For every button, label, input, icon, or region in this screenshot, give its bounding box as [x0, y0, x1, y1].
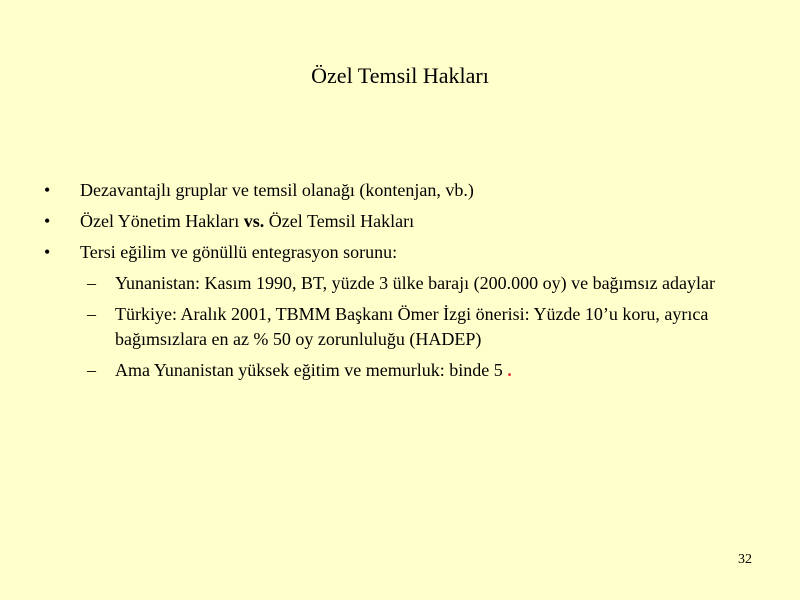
- page-number: 32: [738, 552, 752, 567]
- bullet-item: [44, 240, 764, 264]
- sub-bullet-item: [87, 358, 764, 383]
- bullet-text-bold: vs.: [243, 211, 265, 231]
- slide-title: Özel Temsil Hakları: [311, 63, 489, 88]
- sub-bullet-text: Türkiye: Aralık 2001, TBMM Başkanı Ömer İzgi önerisi: Yüzde 10’u koru, ayrıca bağımsızlara en az % 50 oy zorunluluğu (HADEP): [115, 304, 709, 349]
- bullet-item: [44, 209, 764, 233]
- bullet-item: [44, 178, 764, 202]
- sub-bullet-item: [87, 302, 764, 352]
- red-dot: .: [507, 360, 512, 380]
- dash-icon: –: [87, 273, 96, 293]
- bullet-icon: •: [44, 211, 51, 231]
- bullet-text: Tersi eğilim ve gönüllü entegrasyon sorunu:: [80, 242, 398, 262]
- sub-bullet-text: Yunanistan: Kasım 1990, BT, yüzde 3 ülke barajı (200.000 oy) ve bağımsız adaylar: [115, 273, 716, 293]
- sub-bullet-item: [87, 271, 764, 296]
- dash-icon: –: [87, 304, 96, 324]
- bullet-text: Dezavantajlı gruplar ve temsil olanağı (kontenjan, vb.): [80, 180, 474, 200]
- dash-icon: –: [87, 360, 96, 380]
- bullet-text-part: Özel Temsil Hakları: [264, 211, 415, 231]
- slide-content: [44, 178, 764, 389]
- sub-bullet-text: Ama Yunanistan yüksek eğitim ve memurluk: binde 5: [115, 360, 503, 380]
- bullet-icon: •: [44, 242, 51, 262]
- bullet-text-part: Özel Yönetim Hakları: [80, 211, 244, 231]
- bullet-icon: •: [44, 180, 51, 200]
